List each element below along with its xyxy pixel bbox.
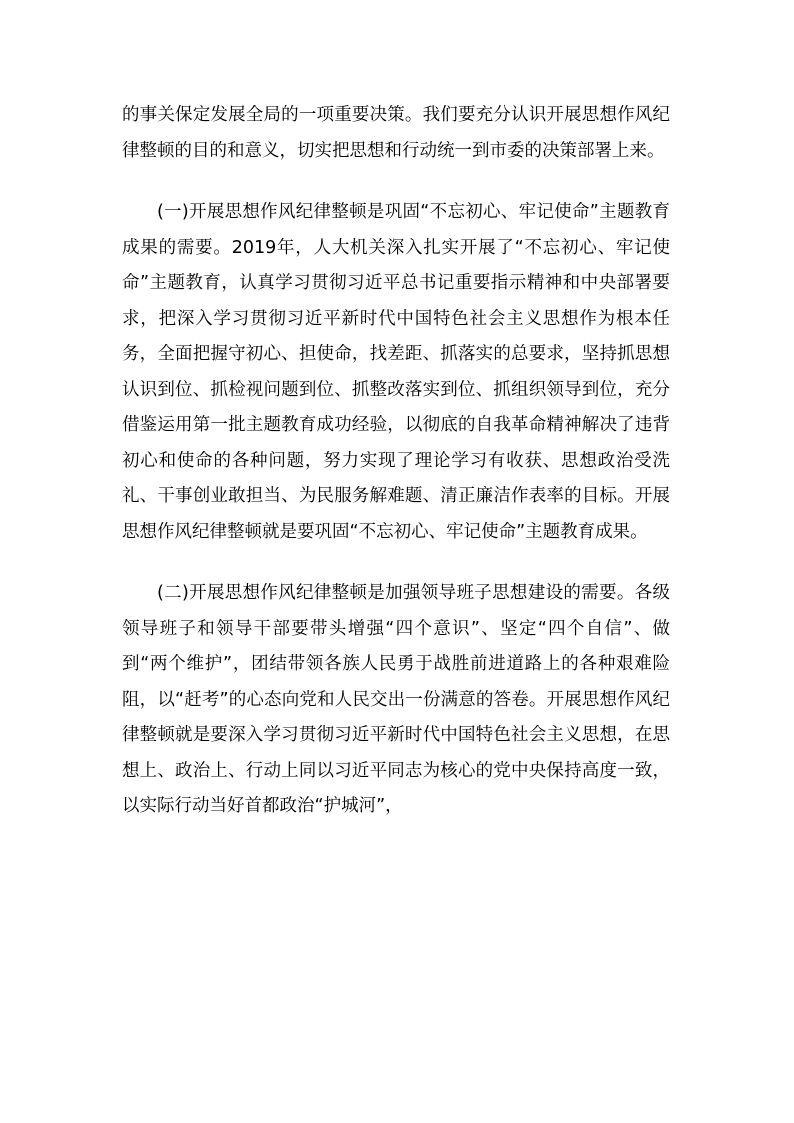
document-body	[122, 98, 670, 825]
paragraph-section-two: (二)开展思想作风纪律整顿是加强领导班子思想建设的需要。各级领导班子和领导干部要带头增强“四个意识”、坚定“四个自信”、做到“两个维护”，团结带领各族人民勇于战胜前进道路上的各种艰难险阻，以“赶考”的心态向党和人民交出一份满意的答卷。开展思想作风纪律整顿就是要深入学习贯彻习近平新时代中国特色社会主义思想，在思想上、政治上、行动上同以习近平同志为核心的党中央保持高度一致，以实际行动当好首都政治“护城河”，	[122, 583, 670, 816]
paragraph-section-one: (一)开展思想作风纪律整顿是巩固“不忘初心、牢记使命”主题教育成果的需要。2019年，人大机关深入扎实开展了“不忘初心、牢记使命”主题教育，认真学习贯彻习近平总书记重要指示精神和中央部署要求，把深入学习贯彻习近平新时代中国特色社会主义思想作为根本任务，全面把握守初心、担使命，找差距、抓落实的总要求，坚持抓思想认识到位、抓检视问题到位、抓整改落实到位、抓组织领导到位，充分借鉴运用第一批主题教育成功经验，以彻底的自我革命精神解决了违背初心和使命的各种问题，努力实现了理论学习有收获、思想政治受洗礼、干事创业敢担当、为民服务解难题、清正廉洁作表率的目标。开展思想作风纪律整顿就是要巩固“不忘初心、牢记使命”主题教育成果。	[122, 202, 670, 542]
paragraph-intro: 的事关保定发展全局的一项重要决策。我们要充分认识开展思想作风纪律整顿的目的和意义，切实把思想和行动统一到市委的决策部署上来。	[122, 105, 670, 161]
